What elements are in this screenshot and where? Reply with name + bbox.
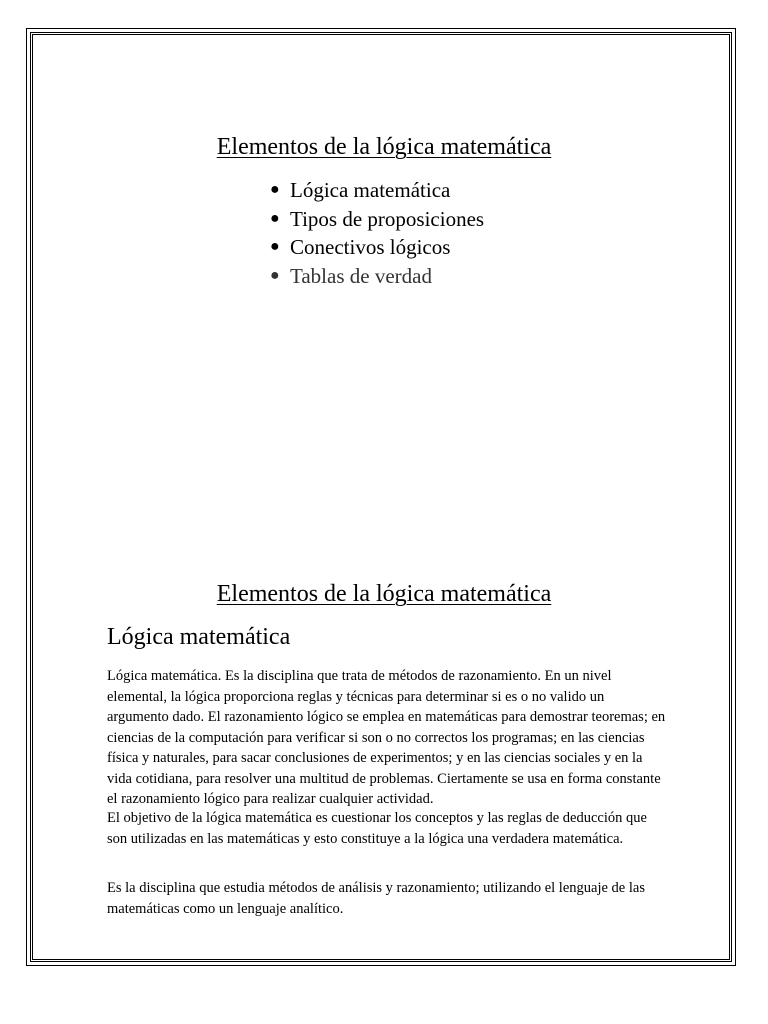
list-item-label: Tablas de verdad — [290, 263, 432, 288]
bullet-icon: ● — [270, 209, 280, 227]
list-item — [268, 262, 484, 291]
list-item — [268, 176, 484, 205]
bullet-icon: ● — [270, 266, 280, 284]
list-item-label: Conectivos lógicos — [290, 235, 451, 259]
list-item-label: Lógica matemática — [290, 178, 451, 202]
list-item — [268, 233, 484, 262]
paragraph: El objetivo de la lógica matemática es cuestionar los conceptos y las reglas de deducción que son utilizadas en las matemáticas y esto constituye a la lógica una verdadera matemática. — [107, 810, 647, 847]
list-item — [268, 205, 484, 234]
cover-title: Elementos de la lógica matemática — [216, 134, 552, 160]
paragraph: Lógica matemática. Es la disciplina que trata de métodos de razonamiento. En un nivel elemental, la lógica proporciona reglas y técnicas para determinar si es o no valido un argumento dado. El razonamiento lógico se emplea en matemáticas para demostrar teoremas; en ciencias de la computación para verificar si son o no correctos los programas; en las ciencias física y naturales, para sacar conclusiones de experimentos; y en las ciencias sociales y en la vida cotidiana, para resolver una multitud de problemas. Ciertamente se usa en forma constante el razonamiento lógico para realizar cualquier actividad. — [107, 668, 666, 807]
topic-list — [268, 176, 484, 290]
list-item-label: Tipos de proposiciones — [290, 206, 485, 231]
bullet-icon: ● — [270, 238, 280, 255]
paragraph: Es la disciplina que estudia métodos de análisis y razonamiento; utilizando el lenguaje de las matemáticas como un lenguaje analítico. — [107, 880, 645, 917]
section-heading: Lógica matemática — [107, 624, 291, 650]
bullet-icon: ● — [270, 181, 280, 198]
section-title: Elementos de la lógica matemática — [216, 581, 552, 607]
